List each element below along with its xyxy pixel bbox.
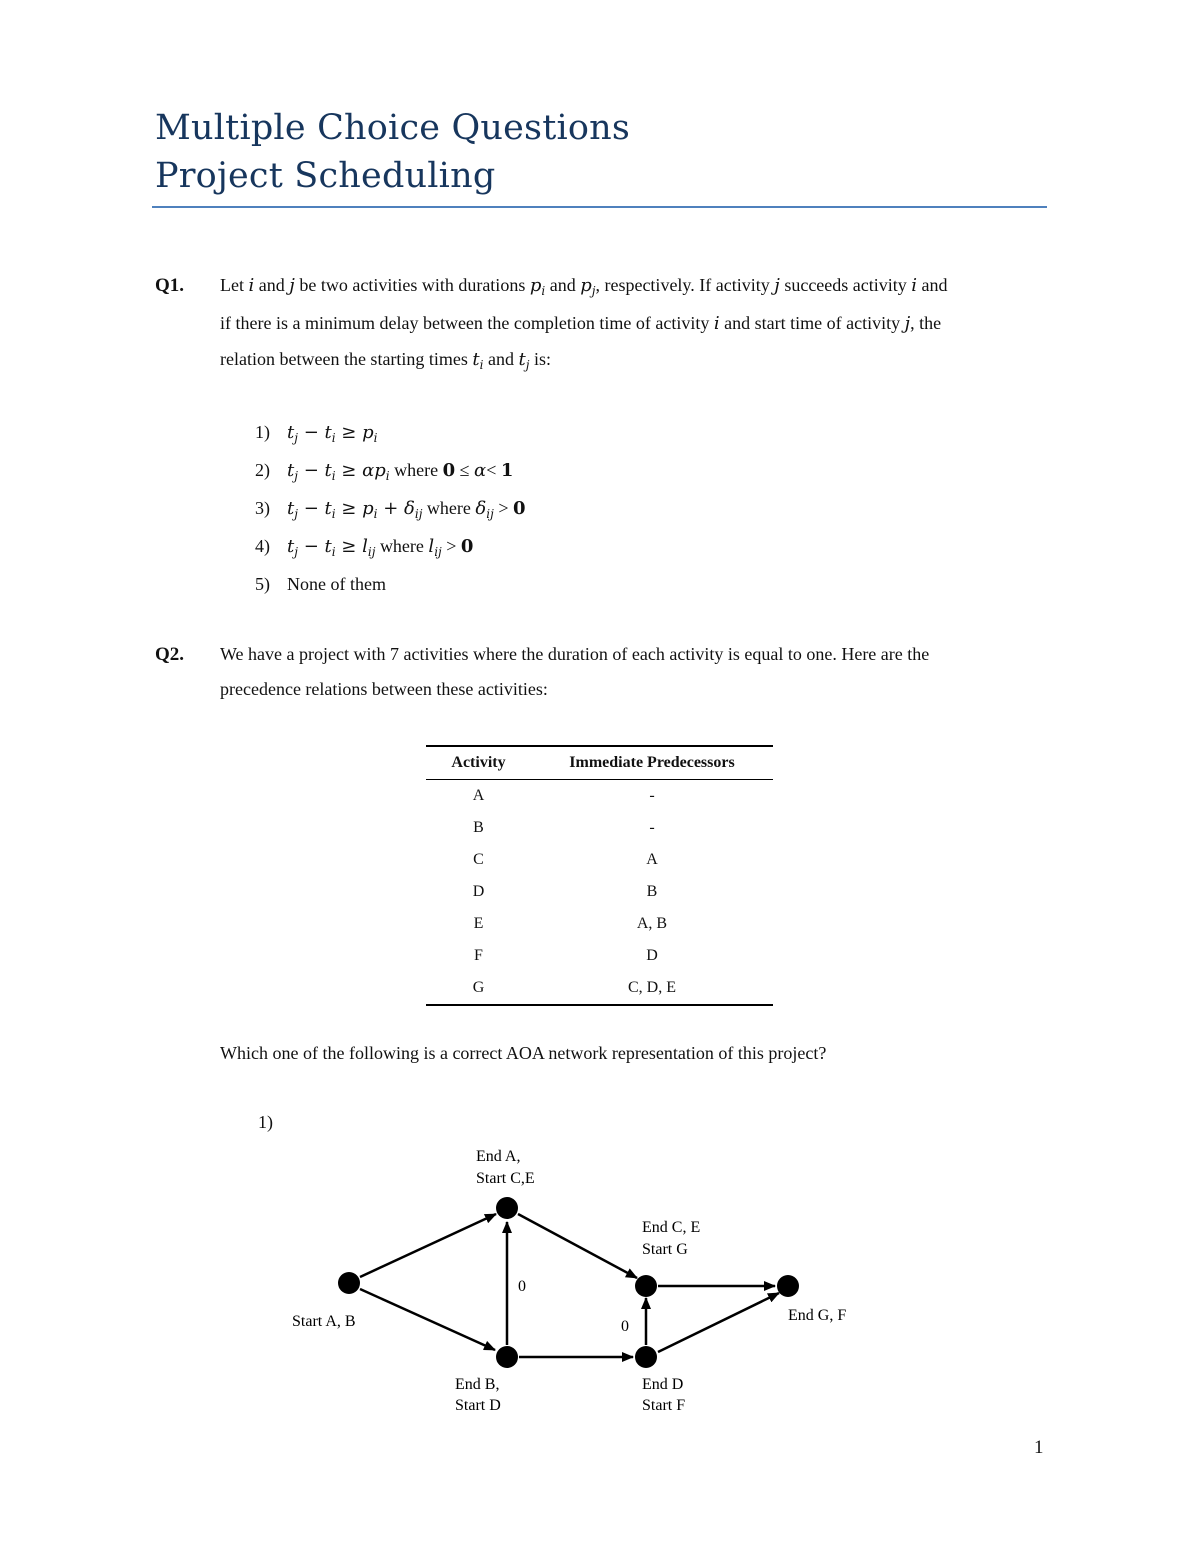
table-cell: A	[472, 787, 485, 804]
node-end	[777, 1275, 799, 1297]
q1-option-1[interactable]: 1) $t_j - t_i \ge p_i$	[255, 422, 378, 445]
node-label: Start A, B	[292, 1313, 356, 1330]
table-cell: E	[473, 915, 484, 932]
q2-text-line-2: precedence relations between these activities:	[220, 679, 548, 699]
table-cell: D	[646, 947, 658, 964]
table-cell: A, B	[636, 915, 668, 932]
table-cell: A	[646, 851, 658, 868]
arc-activity-A	[360, 1214, 496, 1277]
column-header: Activity	[426, 746, 531, 780]
node-label: Start F	[642, 1397, 686, 1414]
dummy-label: 0	[518, 1278, 526, 1295]
arc-activity-B	[360, 1289, 495, 1350]
arc-activity-F	[658, 1293, 779, 1352]
node-label: Start D	[455, 1397, 501, 1414]
table-cell: C, D, E	[628, 979, 676, 996]
page-number: 1	[1034, 1437, 1044, 1458]
node-end-a	[496, 1197, 518, 1219]
q1-option-2[interactable]: 2) $t_j - t_i \ge \alpha p_i$ where 0 ≤ α< 1	[255, 460, 514, 483]
question-number-q2: Q2.	[155, 644, 185, 665]
table-cell: -	[649, 787, 655, 804]
node-label: End A,	[476, 1148, 521, 1165]
q1-option-4[interactable]: 4) $t_j - t_i \ge l_{ij}$ where $l_{ij} > 0$	[255, 536, 474, 559]
q2-question: Which one of the following is a correct AOA network representation of this project?	[220, 1043, 827, 1063]
arc-activity-C	[518, 1214, 637, 1278]
table-cell: F	[474, 947, 483, 964]
table-cell: B	[646, 883, 658, 900]
table-cell: B	[473, 819, 484, 836]
dummy-label: 0	[621, 1318, 629, 1335]
node-label: Start C,E	[476, 1170, 535, 1187]
node-label: End G, F	[788, 1307, 847, 1324]
node-label: End D	[642, 1376, 684, 1393]
q1-text-line-3: relation between the starting times $t_i$ and $t_j$ is:	[220, 349, 551, 372]
node-label: End C, E	[642, 1219, 701, 1236]
node-end-b	[496, 1346, 518, 1368]
q2-text-line-1: We have a project with 7 activities where the duration of each activity is equal to one. Here are the	[220, 644, 930, 664]
q2-option-1-label[interactable]: 1)	[258, 1112, 273, 1132]
table-cell: C	[473, 851, 484, 868]
q1-option-3[interactable]: 3) $t_j - t_i \ge p_i + \delta_{ij}$ where $\delta_{ij} > 0$	[255, 498, 526, 521]
node-label: End B,	[455, 1376, 500, 1393]
column-header: Immediate Predecessors	[531, 746, 773, 780]
question-number-q1: Q1.	[155, 275, 185, 296]
q1-option-5[interactable]: 5) None of them	[255, 574, 386, 594]
page-subtitle: Project Scheduling	[155, 156, 496, 196]
q1-text-line-1: Let i and j be two activities with durations $p_i$ and $p_j$, respectively. If activity j succeeds activity i and	[220, 275, 948, 298]
node-label: Start G	[642, 1241, 688, 1258]
node-start	[338, 1272, 360, 1294]
node-end-d	[635, 1346, 657, 1368]
node-end-ce	[635, 1275, 657, 1297]
q1-text-line-2: if there is a minimum delay between the completion time of activity i and start time of activity j, the	[220, 313, 942, 334]
table-cell: -	[649, 819, 655, 836]
page-title: Multiple Choice Questions	[155, 108, 631, 148]
table-cell: D	[472, 883, 485, 900]
table-cell: G	[472, 979, 485, 996]
